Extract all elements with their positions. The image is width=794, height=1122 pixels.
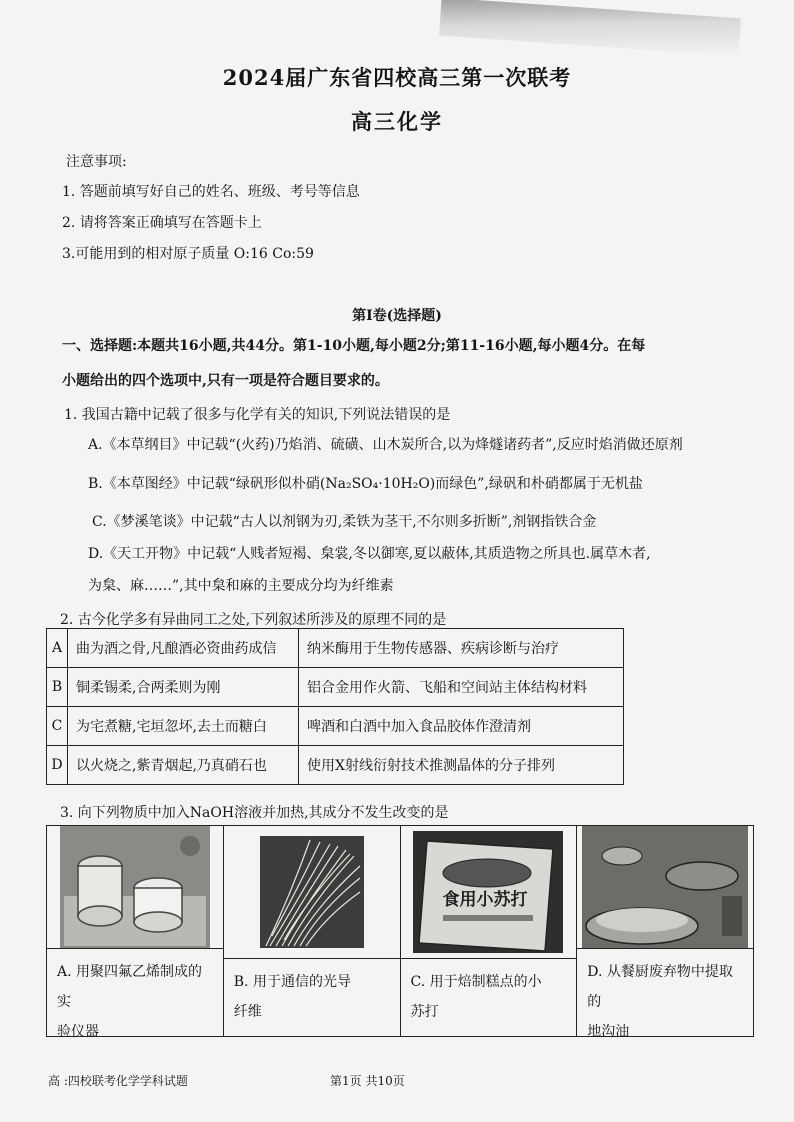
footer-page-number: 第1页 共10页 — [330, 1074, 405, 1088]
q1-option-c: C.《梦溪笔谈》中记载“古人以剂钢为刃,柔铁为茎干,不尔则多折断”,剂钢指铁合金 — [92, 514, 597, 530]
q3-option-b-cell — [224, 826, 401, 1036]
q1-option-d-line1: D.《天工开物》中记载“人贱者短褐、枲裳,冬以御寒,夏以蔽体,其质造物之所具也.属草木者, — [88, 546, 651, 562]
q1-option-b: B.《本草图经》中记载“绿矾形似朴硝(Na₂SO₄·10H₂O)而绿色”,绿矾和朴硝都属于无机盐 — [88, 476, 643, 492]
q3-option-d-caption: D. 从餐厨废弃物中提取的 地沟油 — [587, 964, 733, 1040]
note-item-2: 2. 请将答案正确填写在答题卡上 — [62, 215, 262, 231]
q3-option-c-cell — [401, 826, 578, 1036]
table-row — [47, 629, 624, 668]
section-instruction-1: 一、选择题:本题共16小题,共44分。第1-10小题,每小题2分;第11-16小题,每小题4分。在每 — [62, 338, 646, 354]
modern-text: 使用X射线衍射技术推测晶体的分子排列 — [299, 746, 624, 785]
section-title: 第I卷(选择题) — [352, 308, 442, 324]
note-item-3: 3.可能用到的相对原子质量 O:16 Co:59 — [62, 246, 314, 262]
note-item-1: 1. 答题前填写好自己的姓名、班级、考号等信息 — [62, 184, 360, 200]
q3-option-d-cell — [577, 826, 753, 1040]
q2-table — [46, 628, 624, 785]
q3-option-a-cell — [47, 826, 224, 1040]
q3-stem: 3. 向下列物质中加入NaOH溶液并加热,其成分不发生改变的是 — [60, 805, 449, 821]
row-key: B — [47, 668, 68, 707]
exam-subject: 高三化学 — [351, 109, 443, 134]
modern-text: 啤酒和白酒中加入食品胶体作澄清剂 — [299, 707, 624, 746]
row-key: D — [47, 746, 68, 785]
q1-option-a: A.《本草纲目》中记载“(火药)乃焰消、硫磺、山木炭所合,以为烽燧诸药者”,反应时焰消做还原剂 — [88, 437, 683, 453]
row-key: A — [47, 629, 68, 668]
ancient-text: 为宅煮糖,宅垣忽坏,去土而糖白 — [68, 707, 299, 746]
exam-title: 2024届广东省四校高三第一次联考 — [222, 65, 572, 90]
section-instruction-2: 小题给出的四个选项中,只有一项是符合题目要求的。 — [62, 373, 389, 389]
q3-options-grid — [46, 825, 754, 1040]
ancient-text: 以火烧之,紫青烟起,乃真硝石也 — [68, 746, 299, 785]
footer-exam-name: 高 :四校联考化学学科试题 — [48, 1074, 188, 1088]
q3-option-a-caption: A. 用聚四氟乙烯制成的实 验仪器 — [57, 964, 203, 1040]
modern-text: 纳米酶用于生物传感器、疾病诊断与治疗 — [299, 629, 624, 668]
notes-heading: 注意事项: — [66, 154, 127, 170]
gutter-oil-image — [577, 826, 753, 949]
q3-option-c-caption: C. 用于焙制糕点的小 苏打 — [410, 974, 542, 1020]
ancient-text: 铜柔锡柔,合两柔则为刚 — [68, 668, 299, 707]
q3-option-b-caption: B. 用于通信的光导 纤维 — [233, 974, 351, 1020]
optical-fiber-image — [224, 826, 400, 959]
bag-label-text: 食用小苏打 — [442, 890, 528, 910]
q2-stem: 2. 古今化学多有异曲同工之处,下列叙述所涉及的原理不同的是 — [60, 612, 447, 628]
ptfe-lab-ware-image — [47, 826, 223, 949]
baking-soda-bag-image — [401, 826, 577, 959]
q1-option-d-line2: 为枲、麻……”,其中枲和麻的主要成分均为纤维素 — [88, 578, 394, 594]
ancient-text: 曲为酒之骨,凡酿酒必资曲药成信 — [68, 629, 299, 668]
scan-smudge — [439, 0, 741, 56]
modern-text: 铝合金用作火箭、飞船和空间站主体结构材料 — [299, 668, 624, 707]
table-row — [47, 746, 624, 785]
row-key: C — [47, 707, 68, 746]
table-row — [47, 668, 624, 707]
q1-stem: 1. 我国古籍中记载了很多与化学有关的知识,下列说法错误的是 — [64, 407, 451, 423]
table-row — [47, 707, 624, 746]
